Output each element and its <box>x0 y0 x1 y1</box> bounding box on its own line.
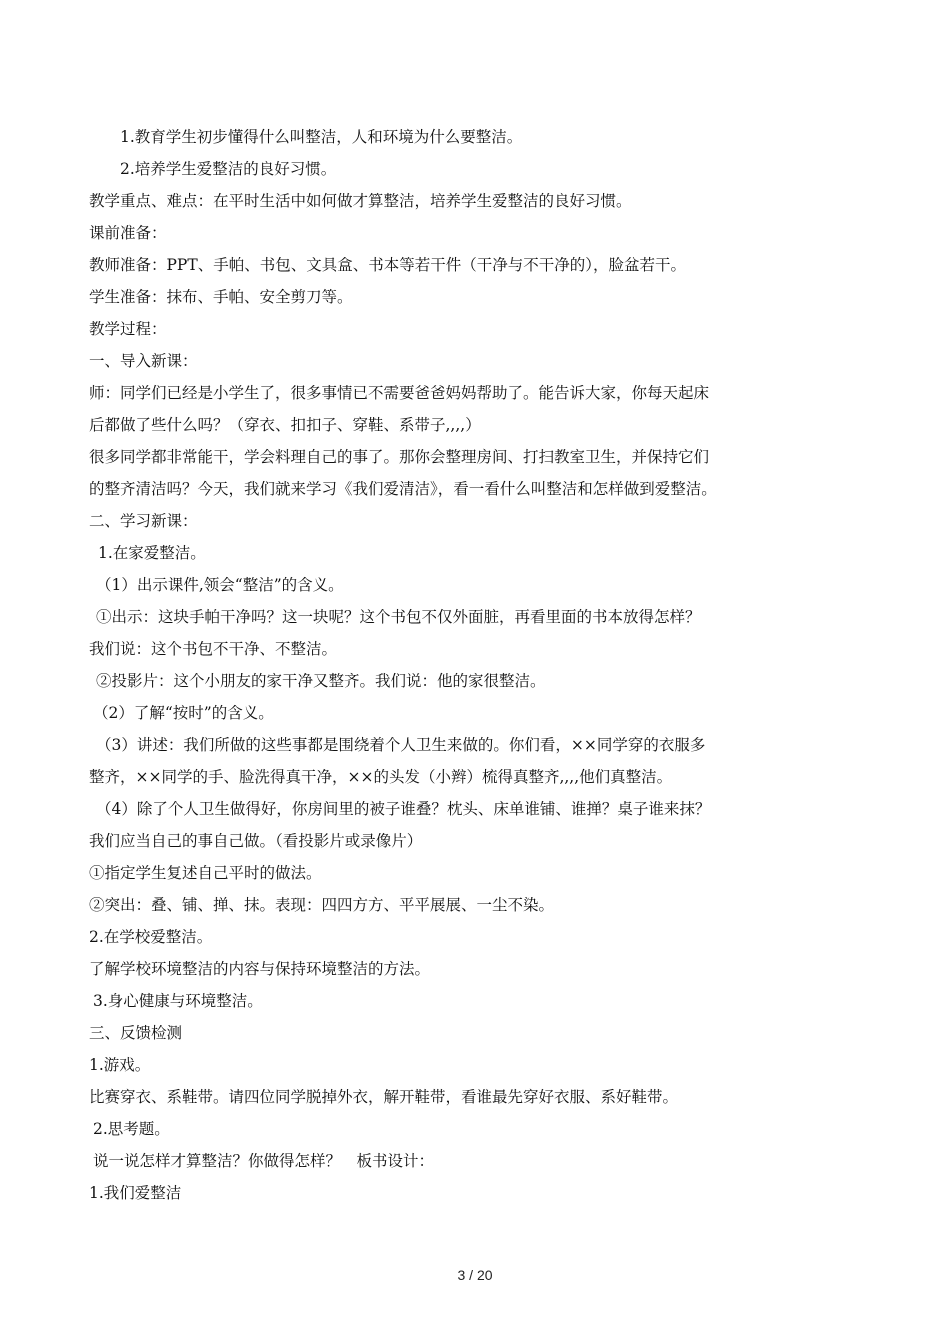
text-line: 教学重点、难点：在平时生活中如何做才算整洁，培养学生爱整洁的良好习惯。 <box>89 192 632 210</box>
text-line: 1.我们爱整洁 <box>89 1184 182 1202</box>
text-line: 课前准备： <box>89 224 167 242</box>
text-line: 师：同学们已经是小学生了，很多事情已不需要爸爸妈妈帮助了。能告诉大家，你每天起床 <box>89 384 710 402</box>
section-heading: 一、导入新课： <box>89 352 198 370</box>
text-line: 2.在学校爱整洁。 <box>89 928 213 946</box>
text-line: 教师准备：PPT、手帕、书包、文具盒、书本等若干件（干净与不干净的），脸盆若干。 <box>89 256 686 274</box>
text-line: 教学过程： <box>89 320 167 338</box>
text-line: ②突出：叠、铺、掸、抹。表现：四四方方、平平展展、一尘不染。 <box>89 896 555 914</box>
text-line: 很多同学都非常能干，学会料理自己的事了。那你会整理房间、打扫教室卫生，并保持它们 <box>89 448 710 466</box>
section-heading: 二、学习新课： <box>89 512 198 530</box>
section-heading: 三、反馈检测 <box>89 1024 183 1042</box>
text-line: 1.教育学生初步懂得什么叫整洁，人和环境为什么要整洁。 <box>120 128 523 146</box>
page-number: 3 / 20 <box>457 1267 493 1283</box>
text-line: 2.培养学生爱整洁的良好习惯。 <box>120 160 337 178</box>
text-line: 1.在家爱整洁。 <box>98 544 206 562</box>
text-line: 3.身心健康与环境整洁。 <box>93 992 263 1010</box>
text-line: ①出示：这块手帕干净吗？这一块呢？这个书包不仅外面脏，再看里面的书本放得怎样？ <box>96 608 701 626</box>
text-line: ②投影片：这个小朋友的家干净又整齐。我们说：他的家很整洁。 <box>96 672 546 690</box>
text-line: 我们应当自己的事自己做。（看投影片或录像片） <box>89 832 423 850</box>
text-line: （1）出示课件,领会“整洁”的含义。 <box>96 576 344 594</box>
text-line: 2.思考题。 <box>93 1120 170 1138</box>
text-line: 的整齐清洁吗？今天，我们就来学习《我们爱清洁》，看一看什么叫整洁和怎样做到爱整洁。 <box>89 480 717 498</box>
text-line: 说一说怎样才算整洁？你做得怎样？ 板书设计： <box>93 1152 435 1170</box>
text-line: 学生准备：抹布、手帕、安全剪刀等。 <box>89 288 353 306</box>
text-line: ①指定学生复述自己平时的做法。 <box>89 864 322 882</box>
text-line: 1.游戏。 <box>89 1056 151 1074</box>
text-line: 后都做了些什么吗？（穿衣、扣扣子、穿鞋、系带子,,,,） <box>89 416 481 434</box>
text-line: 我们说：这个书包不干净、不整洁。 <box>89 640 338 658</box>
text-line: （4）除了个人卫生做得好，你房间里的被子谁叠？枕头、床单谁铺、谁掸？桌子谁来抹？ <box>96 800 711 818</box>
text-line: 了解学校环境整洁的内容与保持环境整洁的方法。 <box>89 960 431 978</box>
text-line: （3）讲述：我们所做的这些事都是围绕着个人卫生来做的。你们看，××同学穿的衣服多 <box>96 736 706 754</box>
text-line: 比赛穿衣、系鞋带。请四位同学脱掉外衣，解开鞋带，看谁最先穿好衣服、系好鞋带。 <box>89 1088 679 1106</box>
text-line: 整齐，××同学的手、脸洗得真干净，××的头发（小辫）梳得真整齐,,,,他们真整洁。 <box>89 768 673 786</box>
text-line: （2）了解“按时”的含义。 <box>93 704 274 722</box>
